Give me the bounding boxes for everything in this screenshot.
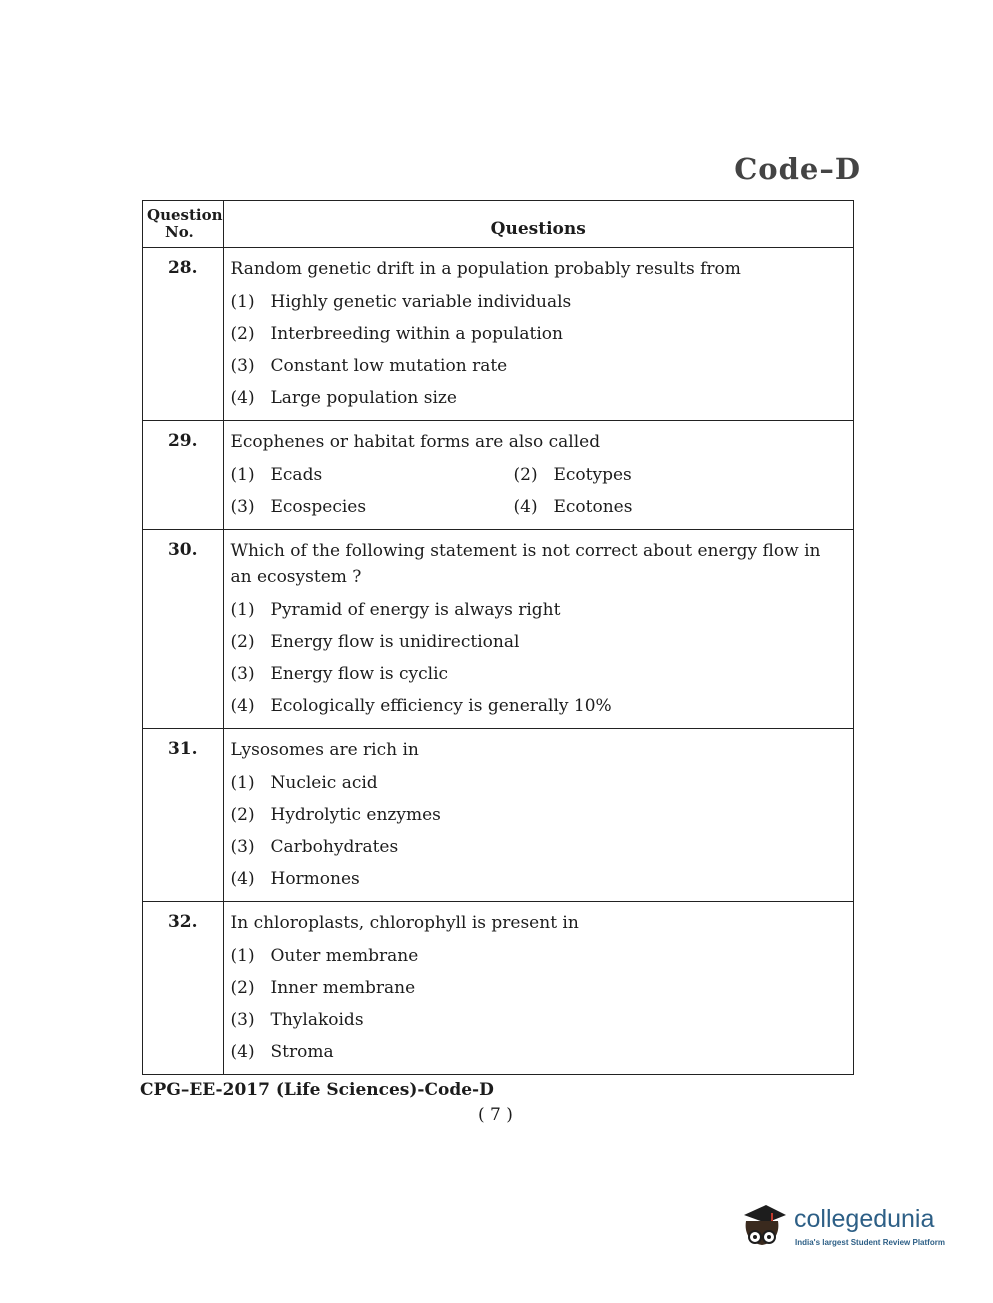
option <box>514 491 846 523</box>
option-number: (4) <box>230 696 255 716</box>
option <box>231 799 846 831</box>
option-number: (4) <box>230 1042 255 1062</box>
question-number: 31. <box>143 729 224 902</box>
question-stem: In chloroplasts, chlorophyll is present in <box>230 913 579 933</box>
option-text: Stroma <box>270 1042 334 1062</box>
brand-tagline: India's largest Student Review Platform <box>795 1238 945 1247</box>
option <box>231 940 846 972</box>
option <box>231 318 846 350</box>
option-text: Hydrolytic enzymes <box>270 805 441 825</box>
option-text: Constant low mutation rate <box>270 356 508 376</box>
option-number: (1) <box>230 773 255 793</box>
option-number: (3) <box>230 664 255 684</box>
question-row <box>143 421 854 530</box>
option-number: (2) <box>230 978 255 998</box>
option <box>231 491 514 523</box>
option-number: (1) <box>230 465 255 485</box>
option-text: Hormones <box>270 869 360 889</box>
option-text: Ecads <box>270 465 323 485</box>
question-row <box>143 530 854 729</box>
question-content <box>223 729 854 902</box>
option <box>231 972 846 1004</box>
option-text: Interbreeding within a population <box>270 324 563 344</box>
option <box>231 626 846 658</box>
option-text: Carbohydrates <box>270 837 399 857</box>
question-number: 28. <box>143 248 224 421</box>
option <box>231 382 846 414</box>
option-number: (2) <box>230 632 255 652</box>
page-number: ( 7 ) <box>478 1105 513 1125</box>
option-text: Energy flow is unidirectional <box>270 632 520 652</box>
option <box>231 286 846 318</box>
option-number: (3) <box>230 497 255 517</box>
option-number: (2) <box>230 805 255 825</box>
option-text: Highly genetic variable individuals <box>270 292 572 312</box>
option <box>231 863 846 895</box>
option-text: Energy flow is cyclic <box>270 664 449 684</box>
question-stem: Which of the following statement is not correct about energy flow in an ecosystem ? <box>230 541 821 587</box>
question-content <box>223 421 854 530</box>
option-text: Large population size <box>270 388 457 408</box>
question-row <box>143 902 854 1075</box>
option-number: (1) <box>230 292 255 312</box>
question-stem: Ecophenes or habitat forms are also called <box>230 432 601 452</box>
question-content <box>223 248 854 421</box>
option-text: Pyramid of energy is always right <box>270 600 561 620</box>
questions-header: Questions <box>223 201 854 248</box>
option <box>231 1036 846 1068</box>
brand-logo <box>738 1195 968 1255</box>
option-text: Outer membrane <box>270 946 419 966</box>
option-number: (1) <box>230 946 255 966</box>
question-no-header <box>143 201 224 248</box>
option <box>231 767 846 799</box>
question-row <box>143 248 854 421</box>
option-text: Ecologically efficiency is generally 10% <box>270 696 612 716</box>
option-number: (2) <box>513 465 538 485</box>
options-grid <box>231 459 846 523</box>
option-text: Inner membrane <box>270 978 416 998</box>
question-stem: Lysosomes are rich in <box>230 740 419 760</box>
option-text: Ecotypes <box>553 465 632 485</box>
option-number: (3) <box>230 837 255 857</box>
collegedunia-mascot-icon <box>738 1199 788 1251</box>
question-number: 30. <box>143 530 224 729</box>
option <box>514 459 846 491</box>
option <box>231 350 846 382</box>
option-text: Ecospecies <box>270 497 367 517</box>
paper-footer: CPG–EE-2017 (Life Sciences)-Code-D <box>140 1080 494 1100</box>
question-no-header-line2: No. <box>165 223 194 241</box>
question-content <box>223 902 854 1075</box>
question-table <box>142 200 854 1075</box>
option-number: (2) <box>230 324 255 344</box>
option <box>231 658 846 690</box>
option <box>231 1004 846 1036</box>
option <box>231 594 846 626</box>
option <box>231 459 514 491</box>
question-row <box>143 729 854 902</box>
option-text: Thylakoids <box>270 1010 364 1030</box>
option-number: (4) <box>230 869 255 889</box>
brand-name: collegedunia <box>794 1205 935 1233</box>
question-stem: Random genetic drift in a population probably results from <box>230 259 741 279</box>
option-number: (3) <box>230 356 255 376</box>
paper-code: Code–D <box>734 152 861 186</box>
option-number: (1) <box>230 600 255 620</box>
option-number: (4) <box>230 388 255 408</box>
question-content <box>223 530 854 729</box>
table-header-row <box>143 201 854 248</box>
option-number: (4) <box>513 497 538 517</box>
question-number: 29. <box>143 421 224 530</box>
option-text: Nucleic acid <box>270 773 378 793</box>
option-number: (3) <box>230 1010 255 1030</box>
question-number: 32. <box>143 902 224 1075</box>
option-text: Ecotones <box>553 497 633 517</box>
option <box>231 690 846 722</box>
option <box>231 831 846 863</box>
question-no-header-line1: Question <box>147 206 223 224</box>
